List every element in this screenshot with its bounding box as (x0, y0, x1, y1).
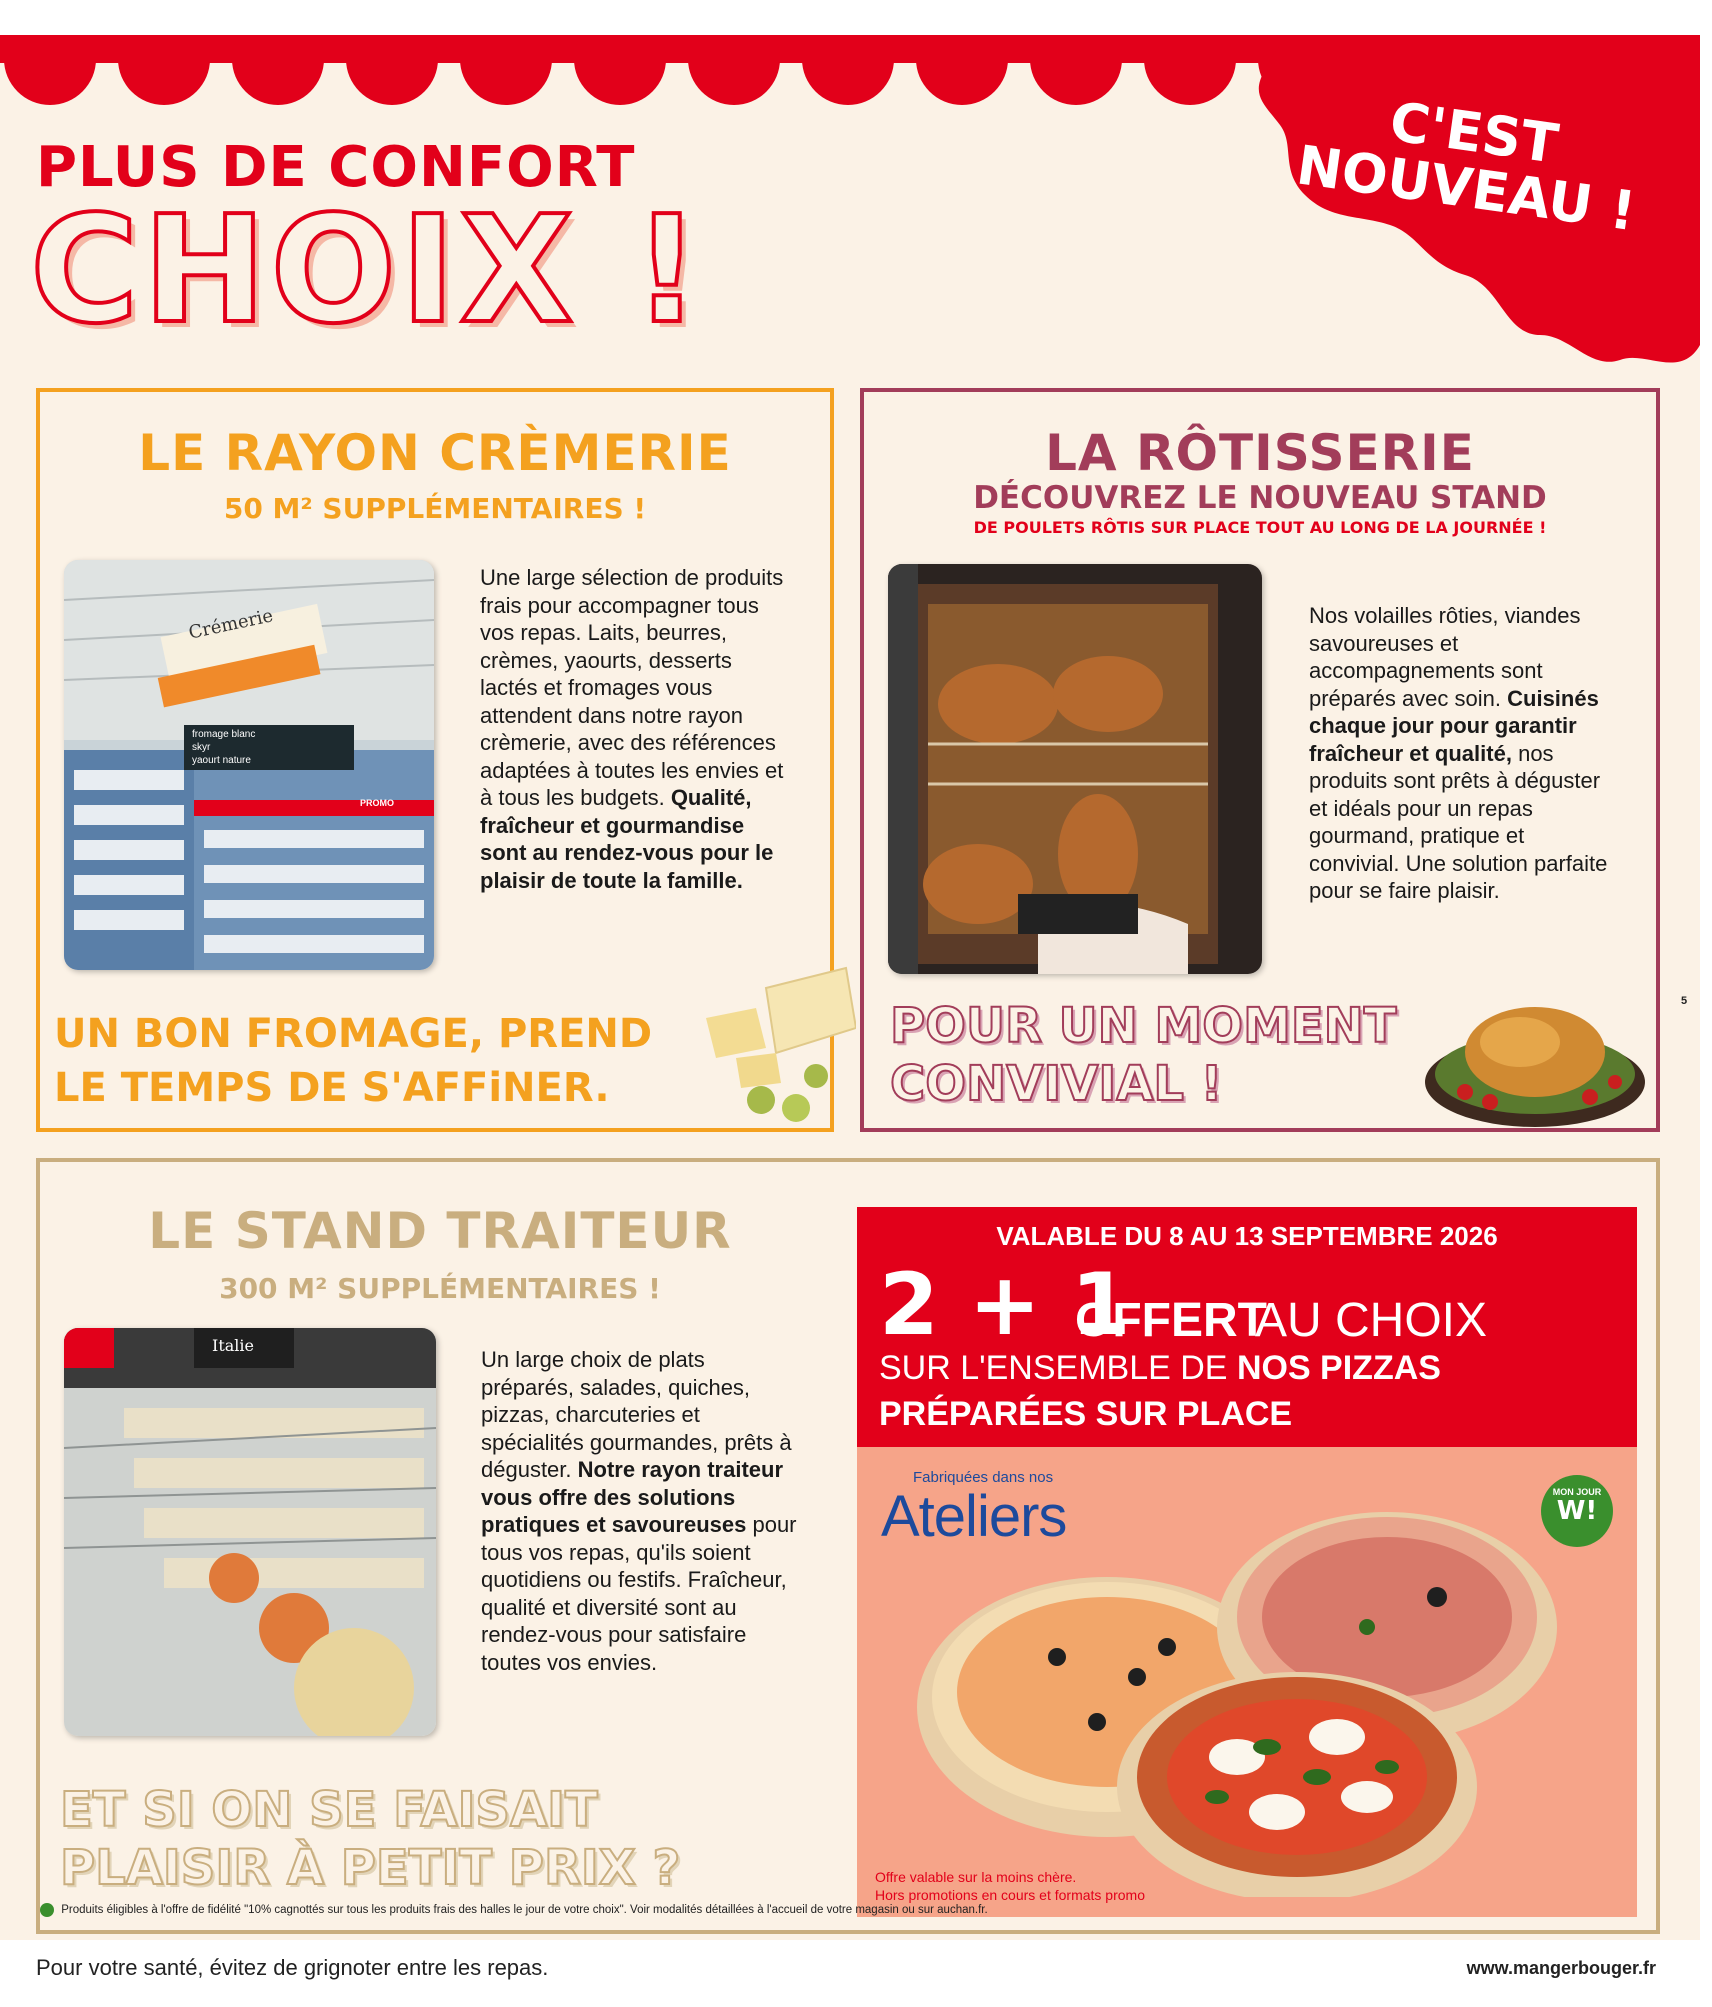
rotisserie-photo (888, 564, 1262, 974)
rotisserie-text-plain2: nos produits sont prêts à déguster et idéals pour un repas gourmand, pratique et convivial. Une solution parfaite pour se faire plaisir. (1309, 740, 1608, 903)
header-line1: PLUS DE CONFORT (36, 135, 636, 200)
cremerie-text-plain: Une large sélection de produits frais pour accompagner tous vos repas. Laits, beurres, crèmes, yaourts, desserts lactés et fromages vous attendent dans notre rayon crèmerie, avec des références adaptées à toutes les envies et à tous les budgets. (480, 565, 784, 810)
traiteur-text-bold: Notre rayon traiteur vous offre des solutions pratiques et savoureuses (481, 1457, 784, 1537)
promo-offert: OFFERT (1075, 1294, 1267, 1347)
new-badge-text: C'EST NOUVEAU ! (1292, 89, 1640, 244)
header-line2: CHOIX ! (30, 184, 705, 356)
flyer-page (0, 35, 1700, 1940)
cheese-illustration (696, 958, 856, 1128)
health-message: Pour votre santé, évitez de grignoter entre les repas. (36, 1955, 549, 1980)
cremerie-slogan-line1: UN BON FROMAGE, PREND (54, 1011, 653, 1057)
traiteur-slogan-line1: ET SI ON SE FAISAIT (60, 1782, 598, 1838)
traiteur-subtitle: 300 M² SUPPLÉMENTAIRES ! (219, 1272, 661, 1305)
rotisserie-title: LA RÔTISSERIE (1045, 424, 1475, 482)
cremerie-subtitle: 50 M² SUPPLÉMENTAIRES ! (223, 492, 647, 525)
promo-validity: VALABLE DU 8 AU 13 SEPTEMBRE 2026 (996, 1221, 1498, 1251)
badge-small-text: MON JOUR (1552, 1487, 1602, 1497)
traiteur-text (481, 1346, 801, 1676)
rotisserie-text-bold: Cuisinés chaque jour pour garantir fraîcheur et qualité, (1309, 685, 1599, 766)
ateliers-logo-text: Ateliers (881, 1484, 1067, 1549)
traiteur-text-plain2: pour tous vos repas, qu'ils soient quotidiens ou festifs. Fraîcheur, qualité et diversité sont au rendez-vous pour satisfaire toutes vos envies. (481, 1512, 797, 1675)
traiteur-slogan-line2: PLAISIR À PETIT PRIX ? (60, 1840, 681, 1896)
rotisserie-text-plain: Nos volailles rôties, viandes savoureuses et accompagnements sont préparés avec soin. (1309, 603, 1581, 711)
promo-note-1: Offre valable sur la moins chère. (875, 1869, 1077, 1885)
cremerie-photo-label-3: yaourt nature (192, 755, 251, 766)
page-number: 5 (1681, 995, 1688, 1007)
rotisserie-slogan-line2: CONVIVIAL ! (890, 1056, 1223, 1112)
promo-note-2: Hors promotions en cours et formats promo (875, 1887, 1145, 1903)
traiteur-photo (64, 1328, 436, 1736)
promo-line2-bold: NOS PIZZAS (1236, 1349, 1441, 1387)
traiteur-title: LE STAND TRAITEUR (148, 1202, 732, 1260)
badge-big-text: W! (1556, 1496, 1598, 1526)
cremerie-slogan-line2: LE TEMPS DE S'AFFiNER. (54, 1065, 610, 1111)
fidelity-w-icon (40, 1903, 54, 1917)
cremerie-text (480, 564, 790, 894)
promo-line2-plain: SUR L'ENSEMBLE DE (879, 1349, 1228, 1387)
pizza-promo (857, 1207, 1637, 1917)
ateliers-small-text: Fabriquées dans nos (913, 1469, 1054, 1486)
fidelity-note-text: Produits éligibles à l'offre de fidélité "10% cagnottés sur tous les produits frais des halles le jour de votre choix". Voir modalités détaillées à l'accueil de votre magasin ou sur auchan.fr. (61, 1904, 988, 1917)
rotisserie-subtitle: DÉCOUVREZ LE NOUVEAU STAND (973, 480, 1547, 516)
promo-banner (857, 1207, 1637, 1447)
promo-big-number: 2 + 1 (879, 1255, 1131, 1355)
promo-line3: PRÉPARÉES SUR PLACE (879, 1395, 1293, 1433)
promo-au-choix: AU CHOIX (1255, 1294, 1488, 1347)
cremerie-photo-label-1: fromage blanc (192, 729, 256, 740)
traiteur-photo-sign: Italie (212, 1336, 254, 1355)
cremerie-photo-sign: Crémerie (186, 605, 276, 644)
cremerie-card (36, 388, 834, 1132)
rotisserie-card (860, 388, 1660, 1132)
fidelity-note (40, 1903, 988, 1917)
cremerie-photo-label-2: skyr (192, 742, 211, 753)
traiteur-text-plain: Un large choix de plats préparés, salades, quiches, pizzas, charcuteries et spécialités gourmandes, prêts à déguster. (481, 1347, 792, 1482)
cremerie-photo-promo: PROMO (360, 798, 395, 808)
rotisserie-text (1309, 602, 1619, 905)
website-link[interactable]: www.mangerbouger.fr (1466, 1958, 1656, 1978)
roast-chicken-illustration (1420, 982, 1650, 1132)
rotisserie-slogan-line1: POUR UN MOMENT (890, 998, 1397, 1054)
cremerie-text-bold: Qualité, fraîcheur et gourmandise sont au rendez-vous pour le plaisir de toute la famille. (480, 785, 774, 893)
promo-line2 (879, 1349, 1441, 1388)
pizzas-illustration (917, 1477, 1557, 1897)
cremerie-title: LE RAYON CRÈMERIE (138, 424, 732, 482)
rotisserie-subtitle2: DE POULETS RÔTIS SUR PLACE TOUT AU LONG DE LA JOURNÉE ! (973, 518, 1547, 537)
